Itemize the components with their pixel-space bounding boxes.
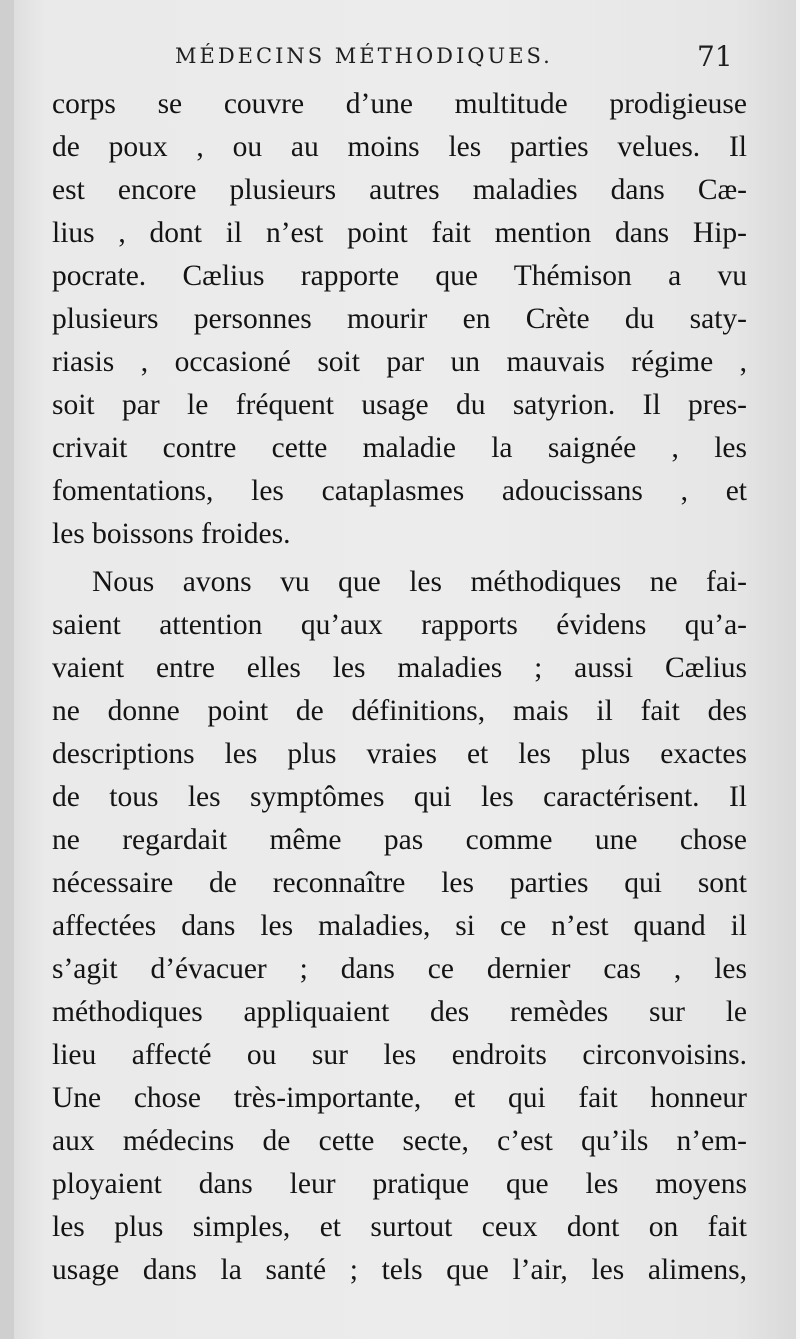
text-line-11: les boissons froides. — [52, 518, 291, 550]
text-line-4: lius , dont il n’est point fait mention dans Hip- — [52, 217, 747, 249]
text-line-3: est encore plusieurs autres maladies dans Cæ- — [52, 174, 747, 206]
text-line-21: s’agit d’évacuer ; dans ce dernier cas , les — [52, 953, 747, 985]
text-line-23: lieu affecté ou sur les endroits circonvoisins. — [52, 1039, 747, 1071]
text-line-6: plusieurs personnes mourir en Crète du saty- — [52, 303, 747, 335]
text-line-20: affectées dans les maladies, si ce n’est quand il — [52, 910, 747, 942]
text-line-12: Nous avons vu que les méthodiques ne fai- — [92, 566, 747, 598]
text-line-5: pocrate. Cælius rapporte que Thémison a vu — [52, 260, 747, 292]
text-line-15: ne donne point de définitions, mais il fait des — [52, 695, 747, 727]
text-line-24: Une chose très-importante, et qui fait honneur — [52, 1082, 747, 1114]
text-line-13: saient attention qu’aux rapports évidens qu’a- — [52, 609, 747, 641]
running-title: MÉDECINS MÉTHODIQUES. — [175, 44, 553, 68]
text-line-18: ne regardait même pas comme une chose — [52, 824, 747, 856]
text-line-19: nécessaire de reconnaître les parties qui sont — [52, 867, 747, 899]
text-line-2: de poux , ou au moins les parties velues. Il — [52, 131, 747, 163]
text-line-26: ployaient dans leur pratique que les moyens — [52, 1168, 747, 1200]
text-line-17: de tous les symptômes qui les caractérisent. Il — [52, 781, 747, 813]
page-number: 71 — [697, 40, 733, 73]
text-line-25: aux médecins de cette secte, c’est qu’ils n’em- — [52, 1125, 747, 1157]
text-line-22: méthodiques appliquaient des remèdes sur le — [52, 996, 747, 1028]
text-line-1: corps se couvre d’une multitude prodigieuse — [52, 88, 747, 120]
text-line-16: descriptions les plus vraies et les plus exactes — [52, 738, 747, 770]
text-line-14: vaient entre elles les maladies ; aussi Cælius — [52, 652, 747, 684]
text-line-7: riasis , occasioné soit par un mauvais régime , — [52, 346, 747, 378]
text-line-10: fomentations, les cataplasmes adoucissans , et — [52, 475, 747, 507]
text-line-9: crivait contre cette maladie la saignée , les — [52, 432, 747, 464]
text-line-28: usage dans la santé ; tels que l’air, les alimens, — [52, 1254, 747, 1286]
text-line-8: soit par le fréquent usage du satyrion. Il pres- — [52, 389, 747, 421]
text-line-27: les plus simples, et surtout ceux dont on fait — [52, 1211, 747, 1243]
